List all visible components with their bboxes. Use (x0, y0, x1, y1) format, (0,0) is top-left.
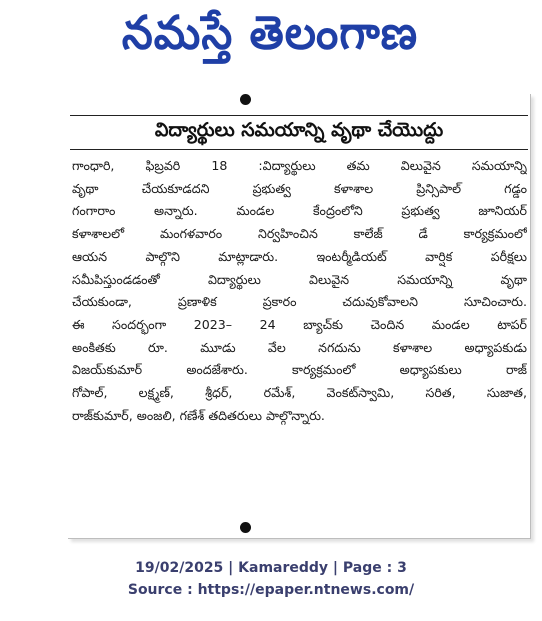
article-line: ఈ సందర్భంగా 2023– 24 బ్యాచ్‌కు చెందిన మండల టాపర్ (72, 316, 527, 332)
newspaper-masthead (70, 6, 470, 72)
article-line: విజయ్‌కుమార్ అందజేశారు. కార్యక్రమంలో అధ్యాపకులు రాజ్ (72, 362, 527, 378)
article-headline: విద్యార్థులు సమయాన్ని వృథా చేయొద్దు (154, 119, 444, 141)
masthead-title: నమస్తే తెలంగాణ (121, 6, 419, 60)
article-line: కళాశాలలో మంగళవారం నిర్వహించిన కాలేజ్ డే కార్యక్రమంలో (72, 226, 527, 242)
article-line: అంకితకు రూ. మూడు వేల నగదును కళాశాల అధ్యాపకుడు (72, 339, 527, 355)
article-line: గాంధారి, ఫిబ్రవరి 18 :విద్యార్థులు తమ విలువైన సమయాన్ని (72, 158, 527, 173)
article-line: ఆయన పాల్గొని మాట్లాడారు. ఇంటర్మీడియట్ వార్షిక పరీక్షలు (72, 248, 527, 264)
source-link[interactable]: Source : https://epaper.ntnews.com/ (127, 582, 415, 598)
article-line: సమీపిస్తుండడంతో విద్యార్థులు విలువైన సమయాన్ని వృథా (72, 271, 527, 287)
article-line: గోపాల్, లక్ష్మణ్, శ్రీధర్, రమేశ్, వెంకట్‌స్వామి, సరిత, సుజాత, (72, 385, 527, 401)
article-line: చేయకుండా, ప్రణాళిక ప్రకారం చదువుకోవాలని సూచించారు. (72, 294, 527, 310)
clipping-bottom-dot (240, 522, 251, 533)
article-line: వృథా చేయకూడదని ప్రభుత్వ కళాశాల ప్రిన్సిపాల్ గడ్డం (72, 180, 527, 196)
article-line: రాజ్‌కుమార్, అంజలి, గణేశ్ తదితరులు పాల్గొన్నారు. (72, 407, 325, 423)
clipping-top-dot (240, 94, 251, 105)
edition-info: 19/02/2025 | Kamareddy | Page : 3 (135, 560, 407, 576)
article-line: గంగారాం అన్నారు. మండల కేంద్రంలోని ప్రభుత్వ జూనియర్ (72, 203, 527, 219)
article-body (72, 155, 527, 427)
headline-bottom-rule (70, 149, 528, 150)
